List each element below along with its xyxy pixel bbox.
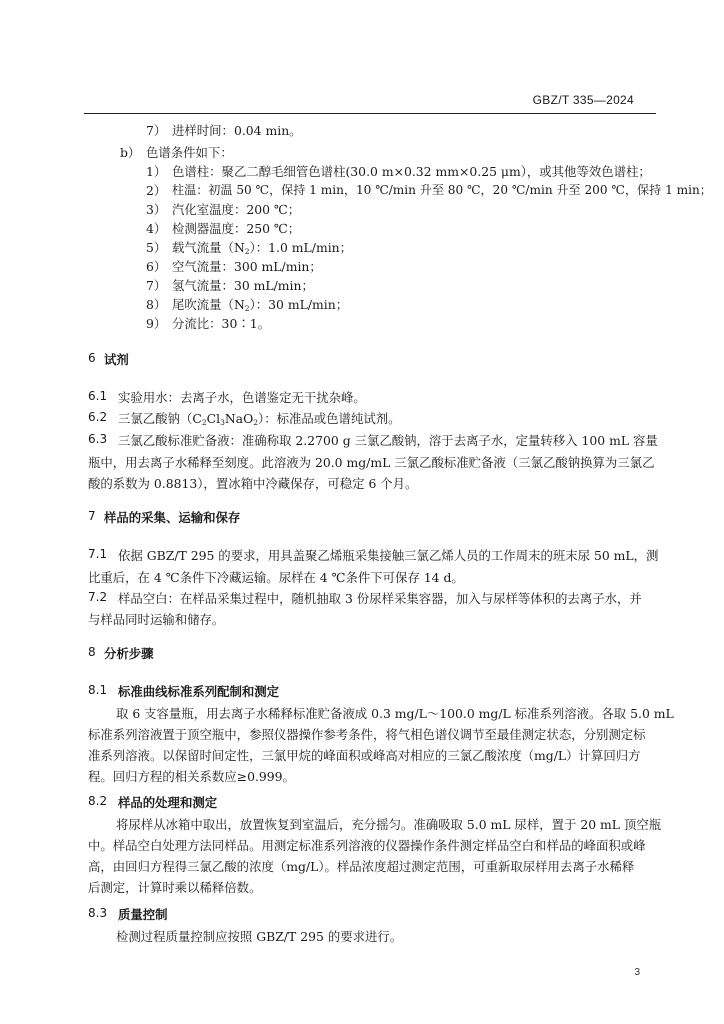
- text-run: Cl: [206, 411, 221, 426]
- clause-number: 8.2: [88, 794, 108, 808]
- clause-text-line: 中。样品空白处理方法同样品。用测定标准系列溶液的仪器操作条件测定样品空白和样品的峰面积或峰: [88, 838, 646, 853]
- page-number: 3: [634, 967, 640, 978]
- text-run: 载气流量（N: [172, 240, 245, 255]
- list-item-number: 4）: [146, 221, 167, 236]
- list-item: 柱温：初温 50 ℃，保持 1 min，10 ℃/min 升至 80 ℃，20 ℃/min 升至 200 ℃，保持 1 min；: [172, 183, 712, 197]
- list-item: 汽化室温度：200 ℃；: [172, 202, 301, 217]
- clause-heading: 质量控制: [118, 907, 168, 922]
- list-item-number: 7）: [146, 123, 167, 138]
- list-item-number: 3）: [146, 202, 167, 217]
- clause-text-line: 瓶中，用去离子水稀释至刻度。此溶液为 20.0 mg/mL 三氯乙酸标准贮备液（三氯乙酸钠换算为三氯乙: [88, 455, 655, 470]
- list-item: 分流比：30∶1。: [172, 316, 270, 331]
- section-number: 6: [88, 351, 96, 365]
- clause-text-line: 程。回归方程的相关系数应≥0.999。: [88, 769, 295, 784]
- clause-text-line: 依据 GBZ/T 295 的要求，用具盖聚乙烯瓶采集接触三氯乙烯人员的工作周末的班末尿 50 mL，测: [118, 548, 659, 563]
- list-item-number: 2）: [146, 183, 167, 198]
- text-run: ）：30 mL/min；: [249, 297, 349, 312]
- list-heading: 色谱条件如下：: [146, 145, 233, 160]
- clause-text-line: 检测过程质量控制应按照 GBZ/T 295 的要求进行。: [116, 929, 403, 944]
- clause-number: 7.1: [88, 547, 108, 561]
- clause-text-line: 三氯乙酸标准贮备液：准确称取 2.2700 g 三氯乙酸钠，溶于去离子水，定量转移入 100 mL 容量: [118, 433, 658, 448]
- list-item-number: 9）: [146, 316, 167, 331]
- section-number: 7: [88, 509, 96, 523]
- list-item-number: 6）: [146, 259, 167, 274]
- clause-number: 8.1: [88, 683, 108, 697]
- subscript: 2: [244, 304, 250, 313]
- section-heading: 分析步骤: [104, 646, 154, 661]
- clause-number: 6.3: [88, 432, 108, 446]
- clause-number: 7.2: [88, 590, 108, 604]
- list-item: 色谱柱：聚乙二醇毛细管色谱柱(30.0 m×0.32 mm×0.25 μm），或其他等效色谱柱；: [172, 164, 651, 179]
- clause-number: 8.3: [88, 906, 108, 920]
- clause-text-line: 高，由回归方程得三氯乙酸的浓度（mg/L）。样品浓度超过测定范围，可重新取尿样用去离子水稀释: [88, 859, 635, 874]
- list-item: [172, 238, 352, 256]
- subscript: 2: [201, 418, 207, 427]
- standard-code: GBZ/T 335—2024: [532, 93, 634, 107]
- header-rule: [84, 113, 656, 114]
- text-run: ）：标准品或色谱纯试剂。: [258, 411, 401, 426]
- text-run: 三氯乙酸钠（C: [118, 411, 202, 426]
- clause-text-line: 将尿样从冰箱中取出，放置恢复到室温后，充分摇匀。准确吸取 5.0 mL 尿样，置于 20 mL 顶空瓶: [116, 817, 662, 832]
- list-item: [172, 295, 348, 313]
- list-item: 进样时间：0.04 min。: [172, 123, 302, 138]
- list-item: 检测器温度：250 ℃；: [172, 221, 301, 236]
- list-item-number: 1）: [146, 164, 167, 179]
- clause-text-line: 酸的系数为 0.8813），置冰箱中冷藏保存，可稳定 6 个月。: [88, 476, 418, 491]
- clause-text: 实验用水：去离子水，色谱鉴定无干扰杂峰。: [118, 390, 366, 405]
- subscript: 2: [253, 418, 259, 427]
- list-item: 氢气流量：30 mL/min；: [172, 278, 314, 293]
- clause-text-line: 准系列溶液。以保留时间定性，三氯甲烷的峰面积或峰高对相应的三氯乙酸浓度（mg/L）计算回归方: [88, 748, 641, 763]
- section-heading: 试剂: [104, 352, 129, 367]
- section-heading: 样品的采集、运输和保存: [104, 510, 241, 525]
- subscript: 3: [220, 418, 225, 427]
- clause-number: 6.2: [88, 410, 108, 424]
- clause-text-line: 与样品同时运输和储存。: [88, 612, 225, 627]
- clause-text-line: 标准系列溶液置于顶空瓶中，参照仪器操作参考条件，将气相色谱仪调节至最佳测定状态，分别测定标: [88, 727, 646, 742]
- text-run: NaO: [224, 411, 254, 426]
- section-number: 8: [88, 645, 96, 659]
- list-item-number: 8）: [146, 297, 167, 312]
- clause-text-line: 后测定，计算时乘以稀释倍数。: [88, 880, 262, 895]
- list-item: 空气流量：300 mL/min；: [172, 259, 322, 274]
- clause-text: [118, 409, 401, 427]
- clause-text-line: 取 6 支容量瓶，用去离子水稀释标准贮备液成 0.3 mg/L～100.0 mg/L 标准系列溶液。各取 5.0 mL: [116, 706, 674, 721]
- clause-text-line: 比重后，在 4 ℃条件下冷藏运输。尿样在 4 ℃条件下可保存 14 d。: [88, 570, 464, 585]
- list-label-b: b）: [120, 145, 141, 160]
- clause-heading: 标准曲线标准系列配制和测定: [118, 684, 280, 699]
- list-item-number: 7）: [146, 278, 167, 293]
- clause-text-line: 样品空白：在样品采集过程中，随机抽取 3 份尿样采集容器，加入与尿样等体积的去离子水，并: [118, 591, 642, 606]
- text-run: ）：1.0 mL/min；: [249, 240, 353, 255]
- subscript: 2: [244, 247, 250, 256]
- clause-number: 6.1: [88, 389, 108, 403]
- list-item-number: 5）: [146, 240, 167, 255]
- clause-heading: 样品的处理和测定: [118, 795, 218, 810]
- text-run: 尾吹流量（N: [172, 297, 245, 312]
